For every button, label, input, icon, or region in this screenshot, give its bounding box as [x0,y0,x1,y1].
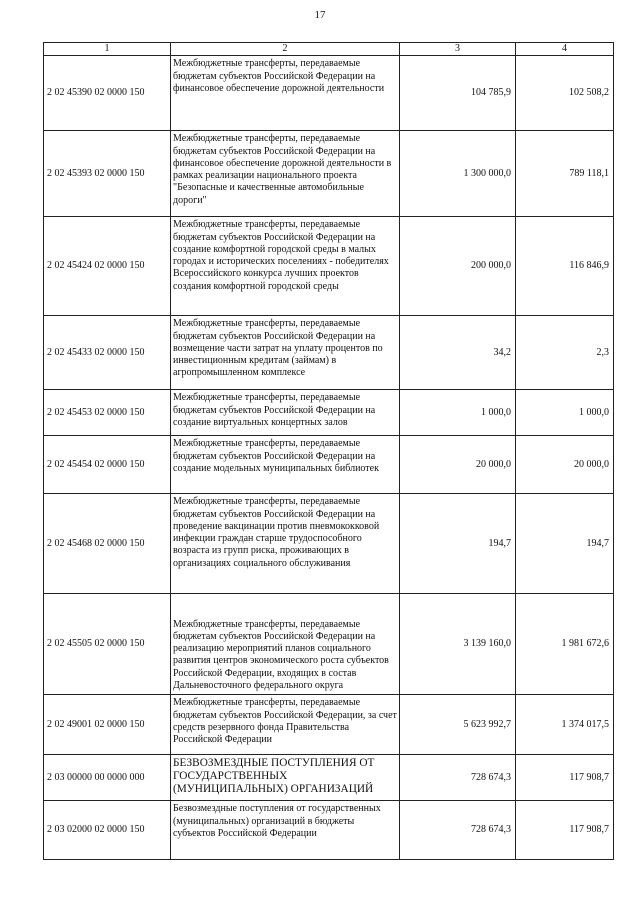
column-header-2: 2 [171,43,400,56]
row-value-col4: 1 000,0 [516,390,614,436]
row-code: 2 02 45393 02 0000 150 [44,131,171,217]
row-value-col3: 728 674,3 [400,755,516,801]
row-description: Безвозмездные поступления от государственных (муниципальных) организаций в бюджеты субъектов Российской Федерации [171,801,400,860]
table-row [44,801,614,860]
column-header-1: 1 [44,43,171,56]
column-header-3: 3 [400,43,516,56]
row-description: Межбюджетные трансферты, передаваемые бюджетам субъектов Российской Федерации на финансовое обеспечение дорожной деятельности в рамках реализации национального проекта "Безопасные и качественные автомобильные дороги" [171,131,400,217]
row-value-col3: 200 000,0 [400,217,516,316]
row-code: 2 02 45424 02 0000 150 [44,217,171,316]
row-value-col3: 104 785,9 [400,56,516,131]
row-description: Межбюджетные трансферты, передаваемые бюджетам субъектов Российской Федерации на возмещение части затрат на уплату процентов по инвестиционным кредитам (займам) в агропромышленном комплексе [171,316,400,390]
row-code: 2 02 45468 02 0000 150 [44,494,171,594]
row-description: Межбюджетные трансферты, передаваемые бюджетам субъектов Российской Федерации на проведение вакцинации против пневмококковой инфекции граждан старше трудоспособного возраста из групп риска, проживающих в организациях социального обслуживания [171,494,400,594]
row-value-col4: 116 846,9 [516,217,614,316]
row-description: Межбюджетные трансферты, передаваемые бюджетам субъектов Российской Федерации на реализацию мероприятий планов социального развития центров экономического роста субъектов Российской Федерации, входящих в состав Дальневосточного федерального округа [171,594,400,695]
row-value-col3: 1 000,0 [400,390,516,436]
row-value-col3: 5 623 992,7 [400,695,516,755]
row-code: 2 03 02000 02 0000 150 [44,801,171,860]
table-row [44,316,614,390]
table-row [44,436,614,494]
table-row [44,695,614,755]
row-value-col4: 1 981 672,6 [516,594,614,695]
row-description: Межбюджетные трансферты, передаваемые бюджетам субъектов Российской Федерации на создание виртуальных концертных залов [171,390,400,436]
row-value-col4: 20 000,0 [516,436,614,494]
row-value-col3: 20 000,0 [400,436,516,494]
row-value-col4: 194,7 [516,494,614,594]
row-code: 2 03 00000 00 0000 000 [44,755,171,801]
row-description: Межбюджетные трансферты, передаваемые бюджетам субъектов Российской Федерации на создание модельных муниципальных библиотек [171,436,400,494]
table-row [44,56,614,131]
row-description: БЕЗВОЗМЕЗДНЫЕ ПОСТУПЛЕНИЯ ОТ ГОСУДАРСТВЕННЫХ (МУНИЦИПАЛЬНЫХ) ОРГАНИЗАЦИЙ [171,755,400,801]
row-value-col4: 117 908,7 [516,755,614,801]
page-number: 17 [314,9,326,21]
row-code: 2 02 45433 02 0000 150 [44,316,171,390]
row-code: 2 02 45453 02 0000 150 [44,390,171,436]
table-row [44,594,614,695]
row-code: 2 02 49001 02 0000 150 [44,695,171,755]
column-header-4: 4 [516,43,614,56]
row-description: Межбюджетные трансферты, передаваемые бюджетам субъектов Российской Федерации на финансовое обеспечение дорожной деятельности [171,56,400,131]
table-row [44,131,614,217]
row-value-col3: 34,2 [400,316,516,390]
row-value-col4: 102 508,2 [516,56,614,131]
row-code: 2 02 45390 02 0000 150 [44,56,171,131]
row-value-col4: 1 374 017,5 [516,695,614,755]
table-row [44,494,614,594]
row-value-col4: 2,3 [516,316,614,390]
row-description: Межбюджетные трансферты, передаваемые бюджетам субъектов Российской Федерации на создание комфортной городской среды в малых городах и исторических поселениях - победителях Всероссийского конкурса лучших проектов создания комфортной городской среды [171,217,400,316]
table-row [44,390,614,436]
row-code: 2 02 45505 02 0000 150 [44,594,171,695]
table-row [44,217,614,316]
row-value-col3: 728 674,3 [400,801,516,860]
budget-table [43,42,614,860]
row-description: Межбюджетные трансферты, передаваемые бюджетам субъектов Российской Федерации, за счет средств резервного фонда Правительства Российской Федерации [171,695,400,755]
table-row [44,755,614,801]
table-header-row [44,43,614,56]
row-code: 2 02 45454 02 0000 150 [44,436,171,494]
row-value-col3: 1 300 000,0 [400,131,516,217]
row-value-col4: 789 118,1 [516,131,614,217]
row-value-col3: 194,7 [400,494,516,594]
row-value-col4: 117 908,7 [516,801,614,860]
row-value-col3: 3 139 160,0 [400,594,516,695]
